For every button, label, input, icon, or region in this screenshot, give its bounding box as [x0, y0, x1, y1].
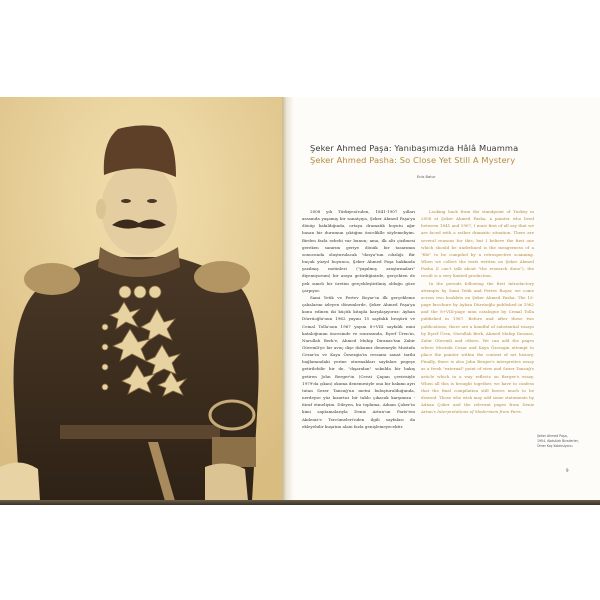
caption-line-1: Şeker Ahmed Paşa, [537, 434, 568, 438]
body-paragraph-en-2-text: In the periods following the first introductory attempts by Sami Yetik and Pertev Boyar, we come across two booklets on Şeker Ahmed Pasha: The 15-page brochure by Ayhan Dürrüoğlu published in 1962 and the 8+VIII-page mini catalogue by Cemal Tolla published in 1967. Before and after these two publications, there are a handful of substantial essays by Eşref Üren, Nurullah Berk, Ahmed Muhip Dıranas, Zahir Güvemli and others. We can add the pages where Mustafa Cezar and Kaya Özsezgin attempt to place the painter within the context of art history. Finally, there is also John Berger's interpretive essay as a fresh "external" point of view and Sezer Tansuğ's article which in a way reflects on Berger's essay. When all this is brought together, we have to confess that the final compilation still leaves much to be desired. Those who wish may add some statements by Adnan Çoker and the relevant pages from Deniz Artun's [421, 280, 534, 415]
face [101, 163, 177, 255]
belt [60, 425, 220, 439]
article-author: Enis Batur [417, 175, 436, 179]
cuff [212, 437, 256, 467]
body-column-turkish [302, 208, 415, 430]
left-hand [0, 462, 40, 501]
ear [96, 199, 106, 219]
caption-line-2: 1904, Abdullah Biraderler, [537, 439, 579, 443]
caption-line-3: Ömer Koç Koleksiyonu [537, 444, 573, 448]
left-epaulette [24, 263, 80, 295]
right-hand [205, 463, 248, 501]
portrait-photo [0, 97, 282, 501]
body-paragraph-tr-2: Sami Yetik ve Pertev Boyar'ın ilk gerçekleme çabalarını izleyen dönemlerde, Şeker Ahmed Paşa'ya konu edinen iki küçük kitapla karşılaşıyoruz: Ayhan Dürrüoğlu'nun 1962 yayını 15 sayfalık broşürü ve Cemal Tolla'nun 1967 yayını 8+VIII sayfalık mini kataloğunun öncesinde ve sonrasında, Eşref Üren'in, Nurullah Berk'e, Ahmed Muhip Dıranas'tan Zahir Güvemli'ye bir avuç dişe dokunur denemeyle Mustafa Cezar'ın ve Kaya Özsezgin'in ressamı sanat tarihi bağlamındaki yerine oturmakları sayfaları pegeşe getirilebilir bir de, "dışarıdan" sokulda bir bakış getiren John Berger'in (Cevat Çapan çevirisiyle 1979'da çıkan) okuma denemesiyle ona bir bakımı ayrı tutan Sezer Tansuğ'un metni buluşturulduğunda, nerdeyse yüz kızartıcı bir tablo çıkacak karşımıza - itiraf etmeliyim. Dileyen, bu toplama, Adnan Çoker'in kimi saptamalarıyla Deniz Artun'un Paris'ten Akdeniz'e Tercümeleri'nden ilgili sayfaları da ekleyebilir kuşatım alanı fazla genişlemeyecektir. [302, 294, 415, 429]
article-page [294, 97, 600, 503]
body-paragraph-tr-1: 2008 yılı Türkiyesi'nden, 1841-1907 yılları arasında yaşamış bir sanatçıya, Şeker Ahmed Paşa'ya dönüp bakıldığında, ortaya dramatik boyutu ağır basan bir durumun çıktığını önceliklle söylemeliyim. Birden fazla sebebi var bunun; ama, ilk altı çizilmesi gereken sanırım geriye dönük bir tasarımın sonucunda oluşturulacak "dosya"nın cılızlığı. Bir buçuk yüzyıl boyunca, Şeker Ahmed Paşa hakkında yazılmış metinleri ("yapılmış araştırmaları" diyemiyorum) bir araya getirdiğinizde, gerçekten de pek sınırlı bir üretim gerçekleştirilmiş olduğu göze çarpıyor. [302, 209, 415, 293]
book-gutter [282, 97, 294, 503]
portrait-illustration [0, 97, 282, 501]
magazine-spread [0, 97, 600, 503]
page-bottom-edge [0, 500, 600, 505]
page-number: 9 [566, 468, 569, 473]
right-epaulette [194, 261, 250, 293]
body-paragraph-en-1: Looking back from the standpoint of Turkey in 2008 at Şeker Ahmed Pasha, a painter who lived between 1841 and 1907, I must first of all say that we are faced with a rather dramatic situation. There are several reasons for this; but I believe the first one which should be underlined is the meagerness of a "file" to be compiled by a retrospective scanning. When we collect the texts written on Şeker Ahmed Pasha (I can't talk about "the research done"), the result is a very limited production. [421, 209, 534, 279]
body-column-english [421, 208, 534, 416]
photo-caption [537, 434, 593, 449]
left-eye [121, 199, 131, 203]
article-title-turkish: Şeker Ahmed Paşa: Yanıbaşımızda Hâlâ Muamma [310, 143, 519, 153]
book-title-italic: Interpretations of Modernism from Paris. [437, 409, 522, 415]
right-eye [147, 199, 157, 203]
article-title-english: Şeker Ahmed Pasha: So Close Yet Still A Mystery [310, 155, 516, 165]
body-paragraph-en-2 [421, 280, 534, 416]
